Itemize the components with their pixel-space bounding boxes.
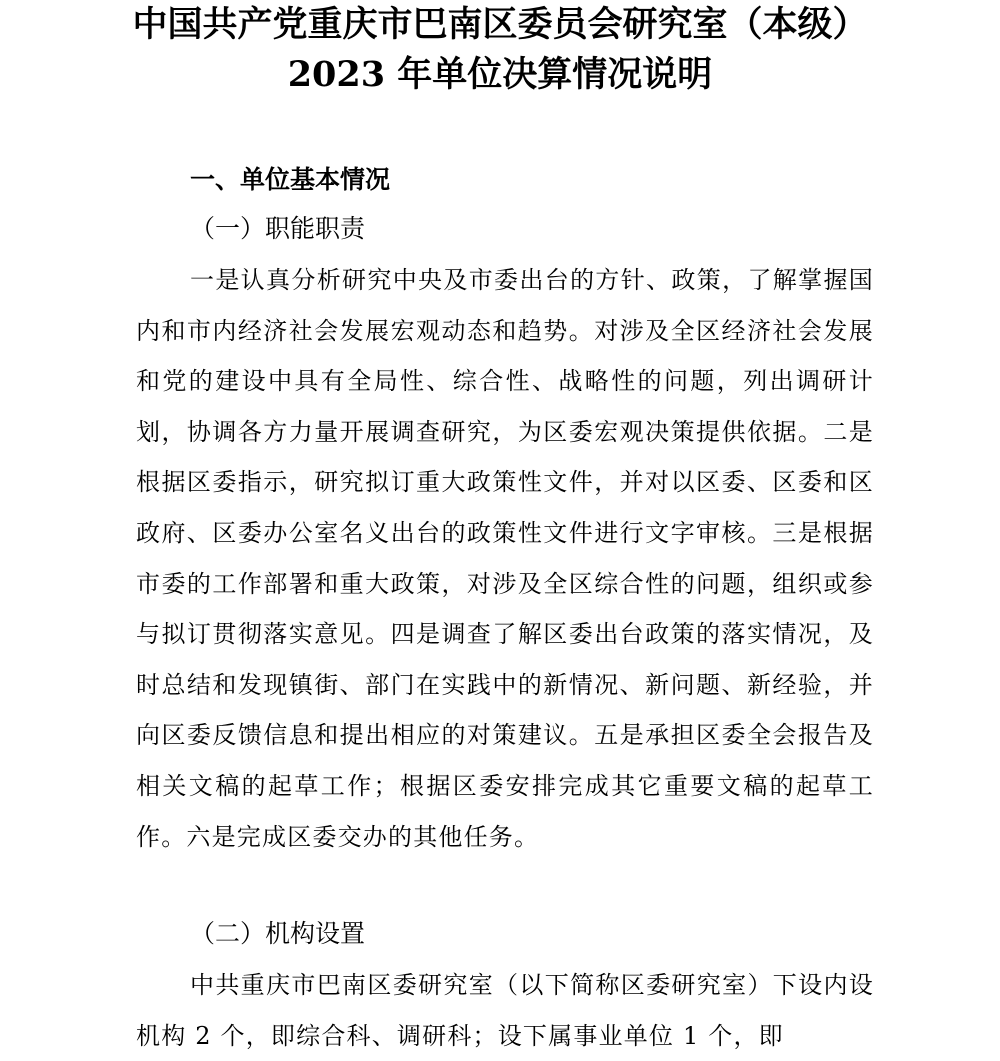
document-title-line-2: 2023 年单位决算情况说明	[287, 54, 713, 95]
subsection-heading-organization: （二）机构设置	[190, 919, 366, 948]
document-title-line-1: 中国共产党重庆市巴南区委员会研究室（本级）	[132, 4, 868, 45]
functions-paragraph: 一是认真分析研究中央及市委出台的方针、政策，了解掌握国内和市内经济社会发展宏观动态和趋势。对涉及全区经济社会发展和党的建设中具有全局性、综合性、战略性的问题，列出调研计划，协调各方力量开展调查研究，为区委宏观决策提供依据。二是根据区委指示，研究拟订重大政策性文件，并对以区委、区委和区政府、区委办公室名义出台的政策性文件进行文字审核。三是根据市委的工作部署和重大政策，对涉及全区综合性的问题，组织或参与拟订贯彻落实意见。四是调查了解区委出台政策的落实情况，及时总结和发现镇街、部门在实践中的新情况、新问题、新经验，并向区委反馈信息和提出相应的对策建议。五是承担区委全会报告及相关文稿的起草工作；根据区委安排完成其它重要文稿的起草工作。六是完成区委交办的其他任务。	[136, 266, 874, 851]
section-heading-basic-info: 一、单位基本情况	[190, 165, 391, 194]
organization-paragraph: 中共重庆市巴南区委研究室（以下简称区委研究室）下设内设机构 2 个，即综合科、调研科；设下属事业单位 1 个，即	[136, 971, 874, 1050]
subsection-heading-functions: （一）职能职责	[190, 214, 366, 243]
